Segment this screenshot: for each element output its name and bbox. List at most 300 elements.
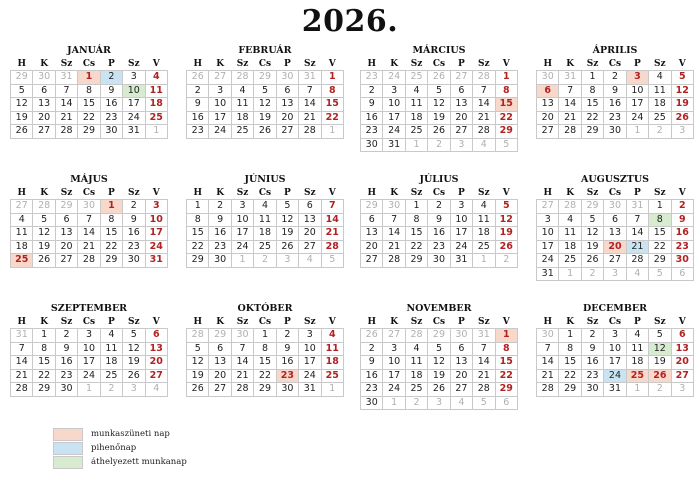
day-cell[interactable]: 29	[581, 125, 603, 139]
day-cell[interactable]: 18	[559, 240, 581, 254]
day-cell[interactable]: 11	[626, 342, 648, 356]
day-cell[interactable]: 13	[604, 227, 626, 241]
day-cell[interactable]: 22	[649, 240, 671, 254]
day-cell[interactable]: 6	[604, 213, 626, 227]
other-month-day-cell[interactable]: 27	[209, 71, 231, 85]
other-month-day-cell[interactable]: 28	[33, 200, 55, 214]
day-cell[interactable]: 24	[604, 369, 626, 383]
day-cell[interactable]: 13	[299, 213, 321, 227]
other-month-day-cell[interactable]: 1	[78, 383, 100, 397]
day-cell[interactable]: 11	[559, 227, 581, 241]
day-cell[interactable]: 3	[78, 329, 100, 343]
other-month-day-cell[interactable]: 4	[473, 138, 495, 152]
day-cell[interactable]: 12	[11, 98, 33, 112]
day-cell[interactable]: 9	[55, 342, 77, 356]
other-month-day-cell[interactable]: 29	[581, 200, 603, 214]
day-cell[interactable]: 18	[626, 356, 648, 370]
other-month-day-cell[interactable]: 2	[649, 125, 671, 139]
day-cell[interactable]: 31	[604, 383, 626, 397]
day-cell[interactable]: 15	[78, 98, 100, 112]
day-cell[interactable]: 10	[231, 213, 253, 227]
day-cell[interactable]: 7	[11, 342, 33, 356]
day-cell[interactable]: 6	[450, 84, 472, 98]
day-cell[interactable]: 15	[100, 227, 122, 241]
day-cell[interactable]: 10	[383, 356, 405, 370]
day-cell[interactable]: 6	[55, 213, 77, 227]
day-cell[interactable]: 26	[33, 254, 55, 268]
day-cell[interactable]: 9	[361, 356, 383, 370]
day-cell[interactable]: 21	[537, 369, 559, 383]
day-cell[interactable]: 25	[11, 254, 33, 268]
day-cell[interactable]: 21	[559, 111, 581, 125]
day-cell[interactable]: 19	[276, 227, 298, 241]
other-month-day-cell[interactable]: 2	[649, 383, 671, 397]
day-cell[interactable]: 9	[604, 84, 626, 98]
day-cell[interactable]: 10	[537, 227, 559, 241]
day-cell[interactable]: 5	[581, 213, 603, 227]
day-cell[interactable]: 23	[276, 369, 298, 383]
day-cell[interactable]: 2	[604, 71, 626, 85]
day-cell[interactable]: 16	[276, 356, 298, 370]
day-cell[interactable]: 16	[100, 98, 122, 112]
day-cell[interactable]: 4	[11, 213, 33, 227]
day-cell[interactable]: 9	[187, 98, 209, 112]
day-cell[interactable]: 29	[187, 254, 209, 268]
day-cell[interactable]: 5	[11, 84, 33, 98]
day-cell[interactable]: 13	[276, 98, 298, 112]
other-month-day-cell[interactable]: 5	[495, 138, 517, 152]
other-month-day-cell[interactable]: 4	[450, 396, 472, 410]
day-cell[interactable]: 17	[604, 356, 626, 370]
day-cell[interactable]: 26	[671, 111, 693, 125]
day-cell[interactable]: 11	[11, 227, 33, 241]
day-cell[interactable]: 20	[450, 369, 472, 383]
day-cell[interactable]: 4	[254, 200, 276, 214]
other-month-day-cell[interactable]: 2	[428, 138, 450, 152]
day-cell[interactable]: 25	[145, 111, 167, 125]
other-month-day-cell[interactable]: 5	[473, 396, 495, 410]
day-cell[interactable]: 28	[383, 254, 405, 268]
day-cell[interactable]: 27	[361, 254, 383, 268]
day-cell[interactable]: 11	[405, 356, 427, 370]
other-month-day-cell[interactable]: 3	[604, 267, 626, 281]
day-cell[interactable]: 5	[428, 342, 450, 356]
day-cell[interactable]: 24	[450, 240, 472, 254]
day-cell[interactable]: 2	[361, 84, 383, 98]
day-cell[interactable]: 4	[559, 213, 581, 227]
day-cell[interactable]: 26	[428, 383, 450, 397]
other-month-day-cell[interactable]: 2	[581, 267, 603, 281]
day-cell[interactable]: 21	[78, 240, 100, 254]
day-cell[interactable]: 27	[209, 383, 231, 397]
day-cell[interactable]: 22	[321, 111, 343, 125]
other-month-day-cell[interactable]: 30	[537, 329, 559, 343]
other-month-day-cell[interactable]: 31	[473, 329, 495, 343]
day-cell[interactable]: 19	[254, 111, 276, 125]
day-cell[interactable]: 23	[428, 240, 450, 254]
day-cell[interactable]: 23	[361, 383, 383, 397]
day-cell[interactable]: 28	[559, 125, 581, 139]
day-cell[interactable]: 9	[100, 84, 122, 98]
other-month-day-cell[interactable]: 27	[450, 71, 472, 85]
day-cell[interactable]: 8	[559, 342, 581, 356]
day-cell[interactable]: 12	[187, 356, 209, 370]
day-cell[interactable]: 7	[299, 84, 321, 98]
day-cell[interactable]: 19	[495, 227, 517, 241]
day-cell[interactable]: 9	[123, 213, 145, 227]
day-cell[interactable]: 17	[299, 356, 321, 370]
day-cell[interactable]: 16	[671, 227, 693, 241]
other-month-day-cell[interactable]: 3	[671, 383, 693, 397]
day-cell[interactable]: 19	[11, 111, 33, 125]
day-cell[interactable]: 18	[405, 111, 427, 125]
other-month-day-cell[interactable]: 24	[383, 71, 405, 85]
day-cell[interactable]: 22	[187, 240, 209, 254]
day-cell[interactable]: 7	[231, 342, 253, 356]
day-cell[interactable]: 2	[123, 200, 145, 214]
day-cell[interactable]: 13	[361, 227, 383, 241]
other-month-day-cell[interactable]: 23	[361, 71, 383, 85]
day-cell[interactable]: 1	[649, 200, 671, 214]
day-cell[interactable]: 2	[100, 71, 122, 85]
day-cell[interactable]: 15	[33, 356, 55, 370]
day-cell[interactable]: 1	[254, 329, 276, 343]
day-cell[interactable]: 18	[231, 111, 253, 125]
other-month-day-cell[interactable]: 29	[361, 200, 383, 214]
day-cell[interactable]: 16	[428, 227, 450, 241]
day-cell[interactable]: 4	[649, 71, 671, 85]
day-cell[interactable]: 14	[299, 98, 321, 112]
day-cell[interactable]: 13	[145, 342, 167, 356]
other-month-day-cell[interactable]: 3	[123, 383, 145, 397]
other-month-day-cell[interactable]: 25	[405, 71, 427, 85]
day-cell[interactable]: 10	[626, 84, 648, 98]
day-cell[interactable]: 24	[231, 240, 253, 254]
day-cell[interactable]: 21	[11, 369, 33, 383]
day-cell[interactable]: 13	[671, 342, 693, 356]
day-cell[interactable]: 26	[495, 240, 517, 254]
other-month-day-cell[interactable]: 3	[276, 254, 298, 268]
day-cell[interactable]: 13	[450, 98, 472, 112]
day-cell[interactable]: 28	[299, 125, 321, 139]
day-cell[interactable]: 28	[78, 254, 100, 268]
day-cell[interactable]: 8	[405, 213, 427, 227]
day-cell[interactable]: 16	[361, 369, 383, 383]
day-cell[interactable]: 2	[428, 200, 450, 214]
day-cell[interactable]: 17	[383, 111, 405, 125]
day-cell[interactable]: 20	[209, 369, 231, 383]
day-cell[interactable]: 20	[450, 111, 472, 125]
day-cell[interactable]: 17	[383, 369, 405, 383]
day-cell[interactable]: 29	[559, 383, 581, 397]
day-cell[interactable]: 16	[123, 227, 145, 241]
other-month-day-cell[interactable]: 30	[537, 71, 559, 85]
day-cell[interactable]: 1	[321, 71, 343, 85]
day-cell[interactable]: 26	[276, 240, 298, 254]
day-cell[interactable]: 20	[537, 111, 559, 125]
day-cell[interactable]: 20	[361, 240, 383, 254]
day-cell[interactable]: 19	[187, 369, 209, 383]
day-cell[interactable]: 24	[123, 111, 145, 125]
day-cell[interactable]: 13	[209, 356, 231, 370]
day-cell[interactable]: 1	[495, 329, 517, 343]
day-cell[interactable]: 27	[55, 254, 77, 268]
day-cell[interactable]: 5	[276, 200, 298, 214]
day-cell[interactable]: 29	[33, 383, 55, 397]
day-cell[interactable]: 1	[495, 71, 517, 85]
day-cell[interactable]: 21	[473, 369, 495, 383]
other-month-day-cell[interactable]: 3	[428, 396, 450, 410]
day-cell[interactable]: 12	[495, 213, 517, 227]
day-cell[interactable]: 5	[671, 71, 693, 85]
day-cell[interactable]: 6	[299, 200, 321, 214]
other-month-day-cell[interactable]: 5	[649, 267, 671, 281]
day-cell[interactable]: 10	[604, 342, 626, 356]
day-cell[interactable]: 4	[405, 84, 427, 98]
day-cell[interactable]: 15	[649, 227, 671, 241]
day-cell[interactable]: 25	[649, 111, 671, 125]
other-month-day-cell[interactable]: 31	[626, 200, 648, 214]
day-cell[interactable]: 22	[581, 111, 603, 125]
day-cell[interactable]: 10	[299, 342, 321, 356]
day-cell[interactable]: 6	[671, 329, 693, 343]
day-cell[interactable]: 14	[11, 356, 33, 370]
day-cell[interactable]: 21	[231, 369, 253, 383]
other-month-day-cell[interactable]: 2	[405, 396, 427, 410]
day-cell[interactable]: 30	[361, 138, 383, 152]
day-cell[interactable]: 14	[473, 98, 495, 112]
day-cell[interactable]: 27	[33, 125, 55, 139]
other-month-day-cell[interactable]: 27	[383, 329, 405, 343]
other-month-day-cell[interactable]: 30	[604, 200, 626, 214]
day-cell[interactable]: 2	[209, 200, 231, 214]
day-cell[interactable]: 3	[626, 71, 648, 85]
day-cell[interactable]: 4	[231, 84, 253, 98]
day-cell[interactable]: 22	[559, 369, 581, 383]
day-cell[interactable]: 16	[361, 111, 383, 125]
day-cell[interactable]: 12	[649, 342, 671, 356]
day-cell[interactable]: 28	[55, 125, 77, 139]
day-cell[interactable]: 19	[671, 98, 693, 112]
day-cell[interactable]: 27	[145, 369, 167, 383]
other-month-day-cell[interactable]: 26	[428, 71, 450, 85]
day-cell[interactable]: 5	[428, 84, 450, 98]
day-cell[interactable]: 12	[671, 84, 693, 98]
day-cell[interactable]: 29	[405, 254, 427, 268]
day-cell[interactable]: 14	[78, 227, 100, 241]
other-month-day-cell[interactable]: 31	[55, 71, 77, 85]
day-cell[interactable]: 26	[123, 369, 145, 383]
day-cell[interactable]: 19	[123, 356, 145, 370]
day-cell[interactable]: 25	[559, 254, 581, 268]
day-cell[interactable]: 17	[209, 111, 231, 125]
day-cell[interactable]: 4	[473, 200, 495, 214]
day-cell[interactable]: 13	[537, 98, 559, 112]
day-cell[interactable]: 15	[581, 98, 603, 112]
day-cell[interactable]: 5	[495, 200, 517, 214]
day-cell[interactable]: 19	[649, 356, 671, 370]
day-cell[interactable]: 25	[473, 240, 495, 254]
day-cell[interactable]: 13	[450, 356, 472, 370]
day-cell[interactable]: 17	[450, 227, 472, 241]
day-cell[interactable]: 4	[100, 329, 122, 343]
other-month-day-cell[interactable]: 3	[450, 138, 472, 152]
day-cell[interactable]: 9	[428, 213, 450, 227]
day-cell[interactable]: 1	[33, 329, 55, 343]
day-cell[interactable]: 1	[187, 200, 209, 214]
day-cell[interactable]: 24	[299, 369, 321, 383]
day-cell[interactable]: 20	[299, 227, 321, 241]
day-cell[interactable]: 23	[187, 125, 209, 139]
day-cell[interactable]: 9	[276, 342, 298, 356]
day-cell[interactable]: 5	[187, 342, 209, 356]
day-cell[interactable]: 24	[383, 383, 405, 397]
other-month-day-cell[interactable]: 1	[383, 396, 405, 410]
day-cell[interactable]: 14	[473, 356, 495, 370]
day-cell[interactable]: 19	[581, 240, 603, 254]
day-cell[interactable]: 21	[55, 111, 77, 125]
day-cell[interactable]: 21	[321, 227, 343, 241]
day-cell[interactable]: 14	[626, 227, 648, 241]
other-month-day-cell[interactable]: 1	[559, 267, 581, 281]
day-cell[interactable]: 18	[100, 356, 122, 370]
day-cell[interactable]: 8	[581, 84, 603, 98]
other-month-day-cell[interactable]: 26	[187, 71, 209, 85]
day-cell[interactable]: 14	[321, 213, 343, 227]
day-cell[interactable]: 27	[299, 240, 321, 254]
day-cell[interactable]: 8	[187, 213, 209, 227]
day-cell[interactable]: 7	[473, 84, 495, 98]
day-cell[interactable]: 23	[671, 240, 693, 254]
other-month-day-cell[interactable]: 3	[671, 125, 693, 139]
day-cell[interactable]: 19	[33, 240, 55, 254]
day-cell[interactable]: 18	[145, 98, 167, 112]
day-cell[interactable]: 31	[299, 383, 321, 397]
day-cell[interactable]: 13	[55, 227, 77, 241]
day-cell[interactable]: 6	[276, 84, 298, 98]
day-cell[interactable]: 30	[209, 254, 231, 268]
other-month-day-cell[interactable]: 26	[361, 329, 383, 343]
other-month-day-cell[interactable]: 1	[473, 254, 495, 268]
day-cell[interactable]: 20	[671, 356, 693, 370]
day-cell[interactable]: 14	[55, 98, 77, 112]
other-month-day-cell[interactable]: 28	[473, 71, 495, 85]
day-cell[interactable]: 26	[11, 125, 33, 139]
day-cell[interactable]: 3	[383, 342, 405, 356]
day-cell[interactable]: 30	[604, 125, 626, 139]
day-cell[interactable]: 27	[537, 125, 559, 139]
day-cell[interactable]: 3	[299, 329, 321, 343]
day-cell[interactable]: 29	[495, 383, 517, 397]
day-cell[interactable]: 15	[405, 227, 427, 241]
day-cell[interactable]: 15	[321, 98, 343, 112]
day-cell[interactable]: 18	[321, 356, 343, 370]
day-cell[interactable]: 4	[626, 329, 648, 343]
other-month-day-cell[interactable]: 2	[100, 383, 122, 397]
day-cell[interactable]: 17	[231, 227, 253, 241]
day-cell[interactable]: 28	[626, 254, 648, 268]
day-cell[interactable]: 6	[33, 84, 55, 98]
day-cell[interactable]: 7	[55, 84, 77, 98]
day-cell[interactable]: 15	[495, 98, 517, 112]
day-cell[interactable]: 27	[604, 254, 626, 268]
day-cell[interactable]: 7	[559, 84, 581, 98]
day-cell[interactable]: 5	[254, 84, 276, 98]
day-cell[interactable]: 3	[231, 200, 253, 214]
day-cell[interactable]: 30	[671, 254, 693, 268]
day-cell[interactable]: 24	[209, 125, 231, 139]
other-month-day-cell[interactable]: 30	[450, 329, 472, 343]
day-cell[interactable]: 26	[649, 369, 671, 383]
day-cell[interactable]: 6	[361, 213, 383, 227]
day-cell[interactable]: 11	[231, 98, 253, 112]
other-month-day-cell[interactable]: 5	[321, 254, 343, 268]
day-cell[interactable]: 17	[123, 98, 145, 112]
day-cell[interactable]: 21	[383, 240, 405, 254]
day-cell[interactable]: 20	[55, 240, 77, 254]
day-cell[interactable]: 17	[145, 227, 167, 241]
day-cell[interactable]: 9	[581, 342, 603, 356]
day-cell[interactable]: 3	[604, 329, 626, 343]
day-cell[interactable]: 3	[537, 213, 559, 227]
other-month-day-cell[interactable]: 2	[254, 254, 276, 268]
day-cell[interactable]: 10	[123, 84, 145, 98]
day-cell[interactable]: 16	[581, 356, 603, 370]
day-cell[interactable]: 25	[321, 369, 343, 383]
day-cell[interactable]: 6	[537, 84, 559, 98]
other-month-day-cell[interactable]: 31	[11, 329, 33, 343]
day-cell[interactable]: 17	[626, 98, 648, 112]
day-cell[interactable]: 1	[581, 71, 603, 85]
day-cell[interactable]: 17	[78, 356, 100, 370]
day-cell[interactable]: 29	[254, 383, 276, 397]
day-cell[interactable]: 11	[145, 84, 167, 98]
day-cell[interactable]: 27	[276, 125, 298, 139]
other-month-day-cell[interactable]: 30	[78, 200, 100, 214]
day-cell[interactable]: 5	[33, 213, 55, 227]
day-cell[interactable]: 11	[473, 213, 495, 227]
other-month-day-cell[interactable]: 4	[299, 254, 321, 268]
day-cell[interactable]: 18	[11, 240, 33, 254]
other-month-day-cell[interactable]: 4	[145, 383, 167, 397]
day-cell[interactable]: 12	[581, 227, 603, 241]
other-month-day-cell[interactable]: 6	[495, 396, 517, 410]
day-cell[interactable]: 22	[78, 111, 100, 125]
day-cell[interactable]: 6	[450, 342, 472, 356]
day-cell[interactable]: 22	[100, 240, 122, 254]
day-cell[interactable]: 2	[581, 329, 603, 343]
day-cell[interactable]: 26	[581, 254, 603, 268]
day-cell[interactable]: 25	[254, 240, 276, 254]
day-cell[interactable]: 8	[649, 213, 671, 227]
day-cell[interactable]: 23	[581, 369, 603, 383]
other-month-day-cell[interactable]: 28	[187, 329, 209, 343]
day-cell[interactable]: 14	[383, 227, 405, 241]
day-cell[interactable]: 14	[559, 98, 581, 112]
day-cell[interactable]: 18	[649, 98, 671, 112]
day-cell[interactable]: 1	[405, 200, 427, 214]
day-cell[interactable]: 22	[405, 240, 427, 254]
day-cell[interactable]: 30	[55, 383, 77, 397]
day-cell[interactable]: 17	[537, 240, 559, 254]
day-cell[interactable]: 6	[145, 329, 167, 343]
day-cell[interactable]: 15	[254, 356, 276, 370]
day-cell[interactable]: 30	[361, 396, 383, 410]
day-cell[interactable]: 12	[276, 213, 298, 227]
day-cell[interactable]: 16	[55, 356, 77, 370]
other-month-day-cell[interactable]: 29	[209, 329, 231, 343]
day-cell[interactable]: 26	[254, 125, 276, 139]
